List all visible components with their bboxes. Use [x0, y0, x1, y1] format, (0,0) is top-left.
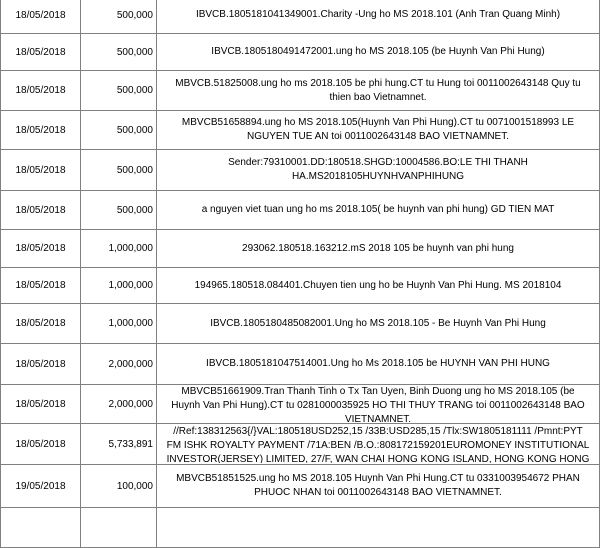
table-row: [1, 344, 600, 385]
amount-cell: 2,000,000: [81, 385, 157, 424]
amount-cell: [81, 508, 157, 548]
description-text: [160, 425, 596, 463]
date-cell: 18/05/2018: [1, 150, 81, 191]
description-text: [160, 156, 596, 184]
date-cell: 18/05/2018: [1, 0, 81, 34]
amount-cell: 1,000,000: [81, 268, 157, 304]
date-cell: 18/05/2018: [1, 304, 81, 344]
description-line: 194965.180518.084401.Chuyen tien ung ho be Huynh Van Phi Hung. MS 2018104: [194, 279, 562, 291]
amount-cell: 500,000: [81, 0, 157, 34]
description-text: [160, 357, 596, 371]
table-row: [1, 34, 600, 71]
ledger-body: [1, 0, 600, 548]
description-text: [160, 45, 596, 59]
date-cell: 18/05/2018: [1, 385, 81, 424]
table-row: [1, 230, 600, 268]
description-line: 293062.180518.163212.mS 2018 105 be huynh van phi hung: [242, 242, 514, 254]
table-row: [1, 71, 600, 111]
description-cell: [157, 0, 600, 34]
description-line: MBVCB51661909.Tran Thanh Tinh o Tx Tan Uyen, Binh Duong ung ho MS 2018.105 (be: [181, 386, 575, 397]
description-text: [160, 317, 596, 331]
date-cell: 18/05/2018: [1, 268, 81, 304]
amount-cell: 2,000,000: [81, 344, 157, 385]
description-line: Huynh Van Phi Hung).CT tu 0281000035925 HO THI THUY TRANG toi 0011002643148 BAO: [171, 400, 585, 411]
description-line: MBVCB51658894.ung ho MS 2018.105(Huynh Van Phi Hung).CT tu 0071001518993 LE: [181, 117, 575, 128]
description-cell: [157, 465, 600, 508]
description-line: //Ref:138312563{/}VAL:180518USD252,15 /33B:USD285,15 /Tlx:SW1805181111 /Pmnt:PYT: [173, 426, 583, 437]
description-cell: [157, 111, 600, 150]
amount-cell: 500,000: [81, 191, 157, 230]
date-cell: 18/05/2018: [1, 111, 81, 150]
date-cell: 18/05/2018: [1, 191, 81, 230]
table-row: [1, 0, 600, 34]
description-line: a nguyen viet tuan ung ho ms 2018.105( be huynh van phi hung) GD TIEN MAT: [201, 204, 555, 215]
description-line: thien bao Vietnamnet.: [329, 91, 427, 103]
description-cell: [157, 385, 600, 424]
description-line: VIETNAMNET.: [344, 414, 412, 423]
description-line: INVESTOR(JERSEY) LIMITED, 27/F, WAN CHAI HONG KONG ISLAND, HONG KONG HONG: [166, 454, 590, 463]
description-cell: [157, 230, 600, 268]
description-line: Sender:79310001.DD:180518.SHGD:10004586.BO:LE THI THANH: [228, 157, 528, 168]
description-cell: [157, 508, 600, 548]
table-row: [1, 385, 600, 424]
date-cell: 19/05/2018: [1, 465, 81, 508]
date-cell: 18/05/2018: [1, 34, 81, 71]
description-text: [160, 279, 596, 293]
description-line: FM ISHK ROYALTY PAYMENT /71A:BEN /B.O.:808172159201EUROMONEY INSTITUTIONAL: [166, 440, 590, 451]
description-text: [160, 472, 596, 500]
table-row: [1, 424, 600, 465]
date-cell: [1, 508, 81, 548]
description-cell: [157, 150, 600, 191]
amount-cell: 500,000: [81, 34, 157, 71]
amount-cell: 100,000: [81, 465, 157, 508]
description-cell: [157, 268, 600, 304]
description-line: IBVCB.1805180491472001.ung ho MS 2018.105 (be Huynh Van Phi Hung): [211, 46, 545, 57]
description-cell: [157, 344, 600, 385]
description-text: [160, 77, 596, 105]
table-row: [1, 508, 600, 548]
description-cell: [157, 191, 600, 230]
date-cell: 18/05/2018: [1, 424, 81, 465]
date-cell: 18/05/2018: [1, 71, 81, 111]
description-text: [160, 203, 596, 217]
description-line: IBVCB.1805181041349001.Charity -Ung ho MS 2018.101 (Anh Tran Quang Minh): [195, 9, 561, 20]
amount-cell: 500,000: [81, 150, 157, 191]
description-line: MBVCB51851525.ung ho MS 2018.105 Huynh Van Phi Hung.CT tu 0331003954672 PHAN: [176, 473, 580, 484]
table-row: [1, 465, 600, 508]
description-cell: [157, 71, 600, 111]
description-line: IBVCB.1805181047514001.Ung ho Ms 2018.105 be HUYNH VAN PHI HUNG: [206, 358, 550, 369]
description-text: [160, 116, 596, 144]
description-cell: [157, 304, 600, 344]
description-text: [160, 385, 596, 423]
amount-cell: 1,000,000: [81, 304, 157, 344]
description-line: IBVCB.1805180485082001.Ung ho MS 2018.105 - Be Huynh Van Phi Hung: [210, 317, 546, 329]
description-cell: [157, 34, 600, 71]
amount-cell: 1,000,000: [81, 230, 157, 268]
description-line: HA.MS2018105HUYNHVANPHIHUNG: [291, 171, 465, 182]
amount-cell: 5,733,891: [81, 424, 157, 465]
description-line: NGUYEN TUE AN toi 0011002643148 BAO VIETNAMNET.: [247, 131, 509, 142]
table-row: [1, 150, 600, 191]
date-cell: 18/05/2018: [1, 230, 81, 268]
amount-cell: 500,000: [81, 71, 157, 111]
table-row: [1, 268, 600, 304]
description-line: MBVCB.51825008.ung ho ms 2018.105 be phi hung.CT tu Hung toi 0011002643148 Quy tu: [175, 77, 581, 89]
table-row: [1, 191, 600, 230]
amount-cell: 500,000: [81, 111, 157, 150]
description-cell: [157, 424, 600, 465]
table-row: [1, 304, 600, 344]
description-text: [160, 8, 596, 22]
date-cell: 18/05/2018: [1, 344, 81, 385]
description-line: PHUOC NHAN toi 0011002643148 BAO VIETNAMNET.: [254, 487, 502, 498]
table-row: [1, 111, 600, 150]
description-text: [160, 242, 596, 256]
